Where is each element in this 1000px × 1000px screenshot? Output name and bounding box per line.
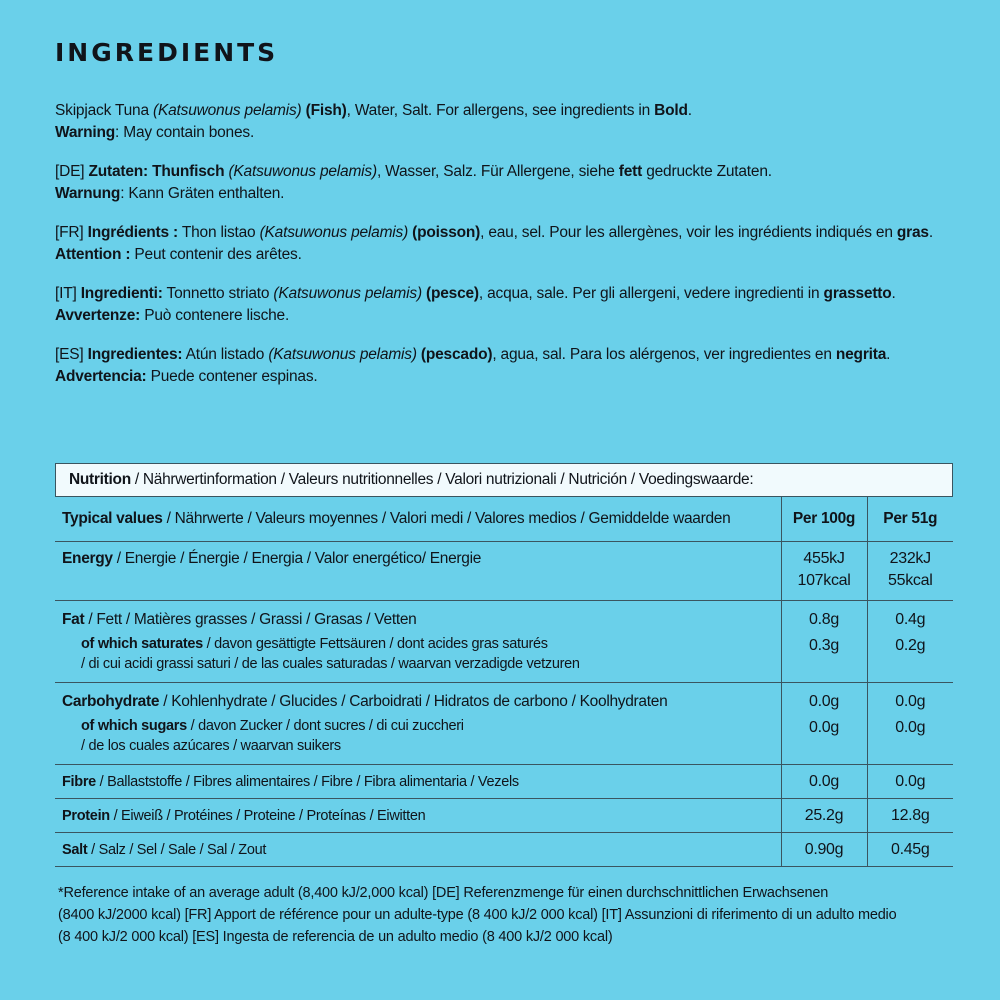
bold-text: negrita (835, 346, 887, 363)
italic-text: (Katsuwonus pelamis) (259, 224, 409, 241)
energy-label (62, 548, 781, 569)
warning-line (55, 183, 975, 205)
carbohydrate-100g: 0.0g (809, 693, 839, 710)
text: , Wasser, Salz. Für Allergene, siehe (376, 163, 619, 180)
label-bold: Fat (62, 611, 85, 628)
label-bold: of which sugars (81, 718, 187, 734)
footnote-line: (8400 kJ/2000 kcal) [FR] Apport de référence pour un adulte-type (8 400 kJ/2 000 kcal) [IT] Assunzioni di riferimento di un adulto medio (58, 907, 897, 923)
text: [DE] (55, 163, 89, 180)
bold-text: Warnung (55, 185, 121, 202)
ingredients-line (55, 283, 975, 305)
bold-text: Ingrédients : (87, 224, 179, 241)
bold-text: Advertencia: (55, 368, 147, 385)
sugars-51g: 0.0g (895, 719, 926, 736)
warning-line (55, 366, 975, 388)
ingredients-en (55, 100, 975, 144)
salt-label (55, 833, 781, 867)
bold-text: Ingredienti: (80, 285, 163, 302)
italic-text: (Katsuwonus pelamis) (153, 102, 302, 119)
label-bold: Fibre (62, 773, 96, 790)
text: Tonnetto striato (162, 285, 274, 302)
bold-text: (poisson) (412, 224, 481, 241)
bold-text: (Fish) (305, 102, 347, 119)
label-bold: Protein (62, 807, 110, 824)
table-row-salt (55, 833, 953, 867)
text: , agua, sal. Para los alérgenos, ver ingredientes en (492, 346, 836, 363)
warning-line (55, 305, 975, 327)
nutrition-title-bold: Nutrition (69, 471, 131, 488)
bold-text: Attention : (55, 246, 131, 263)
typical-values-label (55, 497, 781, 542)
label-rest: / davon Zucker / dont sucres / di cui zuccheri (186, 718, 464, 734)
table-header-row (55, 497, 953, 542)
bold-text: (pesce) (426, 285, 479, 302)
label-bold: Energy (62, 550, 113, 567)
label-rest: / Eiweiß / Protéines / Proteine / Proteínas / Eiwitten (109, 807, 426, 824)
label-bold: Typical values (62, 510, 163, 527)
text: Atún listado (182, 346, 269, 363)
ingredients-list (55, 100, 975, 405)
text: [ES] (55, 346, 88, 363)
fibre-100g: 0.0g (781, 765, 867, 799)
saturates-51g: 0.2g (895, 637, 926, 654)
text: Skipjack Tuna (55, 102, 154, 119)
text: , acqua, sale. Per gli allergeni, vedere ingredienti in (478, 285, 824, 302)
label-rest: / Ballaststoffe / Fibres alimentaires / Fibre / Fibra alimentaria / Vezels (95, 773, 519, 790)
col-per-51g: Per 51g (867, 497, 953, 542)
nutrition-title-rest: / Nährwertinformation / Valeurs nutritionnelles / Valori nutrizionali / Nutrición / Voedingswaarde: (130, 471, 754, 488)
ingredients-es (55, 344, 975, 388)
text: : May contain bones. (115, 124, 255, 141)
nutrition-table (55, 497, 953, 867)
table-row-energy (55, 542, 953, 601)
label-bold: Carbohydrate (62, 693, 160, 710)
ingredients-line (55, 161, 975, 183)
text: Peut contenir des arêtes. (130, 246, 302, 263)
col-per-100g: Per 100g (781, 497, 867, 542)
sugars-label-line2: / de los cuales azúcares / waarvan suikers (81, 738, 341, 754)
warning-line (55, 122, 975, 144)
text: . (928, 224, 933, 241)
ingredients-it (55, 283, 975, 327)
bold-text: gras (896, 224, 929, 241)
text: . (891, 285, 896, 302)
label-rest: / davon gesättigte Fettsäuren / dont acides gras saturés (202, 636, 548, 652)
bold-text: Ingredientes: (87, 346, 183, 363)
page-title: INGREDIENTS (55, 38, 279, 67)
energy-kj-51g: 232kJ (889, 550, 931, 567)
bold-text: (pescado) (420, 346, 493, 363)
ingredients-line (55, 344, 975, 366)
text: . (886, 346, 891, 363)
fat-label (62, 609, 781, 630)
fibre-51g: 0.0g (867, 765, 953, 799)
bold-text: Avvertenze: (55, 307, 141, 324)
saturates-label (62, 634, 781, 654)
ingredients-line (55, 222, 975, 244)
bold-text: Zutaten: Thunfisch (88, 163, 225, 180)
label-rest: / Energie / Énergie / Energia / Valor energético/ Energie (112, 550, 482, 567)
bold-text: Warning (55, 124, 116, 141)
text: [FR] (55, 224, 88, 241)
text: Thon listao (178, 224, 260, 241)
label-rest: / Nährwerte / Valeurs moyennes / Valori medi / Valores medios / Gemiddelde waarden (162, 510, 731, 527)
table-row-protein (55, 799, 953, 833)
label-bold: Salt (62, 841, 88, 858)
warning-line (55, 244, 975, 266)
table-row-carbohydrate (55, 683, 953, 765)
carbohydrate-label (62, 691, 781, 712)
text: . (687, 102, 692, 119)
text: Puede contener espinas. (146, 368, 318, 385)
protein-label (55, 799, 781, 833)
label-bold: of which saturates (81, 636, 203, 652)
text: , Water, Salt. For allergens, see ingredients in (346, 102, 655, 119)
salt-51g: 0.45g (867, 833, 953, 867)
footnote-line: *Reference intake of an average adult (8,400 kJ/2,000 kcal) [DE] Referenzmenge für einen durchschnittlichen Erwachsenen (58, 885, 829, 901)
text: : Kann Gräten enthalten. (120, 185, 285, 202)
text: , eau, sel. Pour les allergènes, voir les ingrédients indiqués en (480, 224, 897, 241)
energy-kcal-100g: 107kcal (797, 572, 851, 589)
sugars-100g: 0.0g (809, 719, 839, 736)
label-rest: / Salz / Sel / Sale / Sal / Zout (87, 841, 267, 858)
bold-text: grassetto (823, 285, 892, 302)
protein-100g: 25.2g (781, 799, 867, 833)
text: gedruckte Zutaten. (642, 163, 772, 180)
text: Può contenere lische. (140, 307, 290, 324)
italic-text: (Katsuwonus pelamis) (228, 163, 377, 180)
label-rest: / Kohlenhydrate / Glucides / Carboidrati / Hidratos de carbono / Koolhydraten (159, 693, 668, 710)
saturates-label-line2: / di cui acidi grassi saturi / de las cuales saturadas / waarvan verzadigde vetzuren (81, 656, 580, 672)
energy-kj-100g: 455kJ (803, 550, 845, 567)
label-rest: / Fett / Matières grasses / Grassi / Grasas / Vetten (84, 611, 417, 628)
footnote-line: (8 400 kJ/2 000 kcal) [ES] Ingesta de referencia de un adulto medio (8 400 kJ/2 000 kcal) (58, 929, 613, 945)
carbohydrate-51g: 0.0g (895, 693, 926, 710)
bold-text: fett (618, 163, 643, 180)
text: [IT] (55, 285, 81, 302)
bold-text: Bold (654, 102, 688, 119)
ingredients-de (55, 161, 975, 205)
italic-text: (Katsuwonus pelamis) (268, 346, 417, 363)
table-row-fat (55, 601, 953, 683)
energy-kcal-51g: 55kcal (888, 572, 933, 589)
salt-100g: 0.90g (781, 833, 867, 867)
italic-text: (Katsuwonus pelamis) (273, 285, 422, 302)
protein-51g: 12.8g (867, 799, 953, 833)
ingredients-fr (55, 222, 975, 266)
reference-intake-footnote (58, 882, 978, 948)
fibre-label (55, 765, 781, 799)
nutrition-title (55, 463, 953, 497)
sugars-label (62, 716, 781, 736)
fat-51g: 0.4g (895, 611, 926, 628)
fat-100g: 0.8g (809, 611, 839, 628)
ingredients-line (55, 100, 975, 122)
saturates-100g: 0.3g (809, 637, 839, 654)
table-row-fibre (55, 765, 953, 799)
